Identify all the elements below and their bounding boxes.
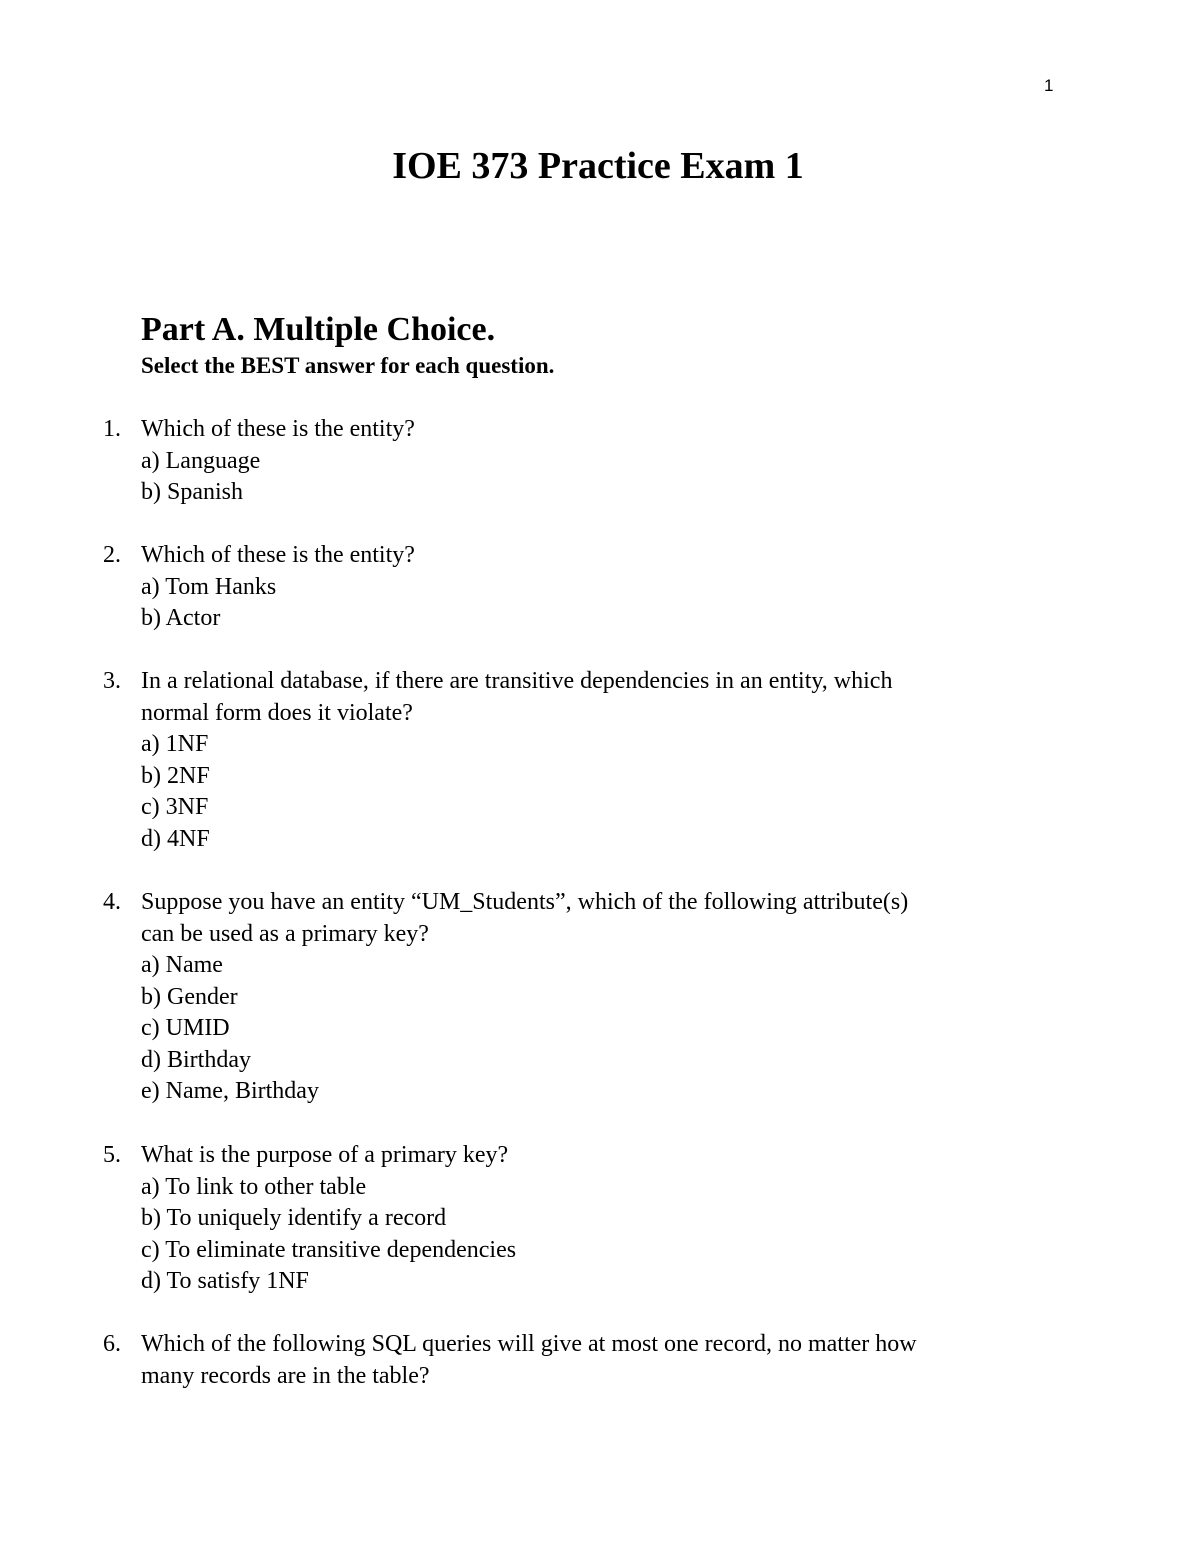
answer-option: a) Language	[141, 447, 261, 474]
question-number: 1.	[103, 416, 121, 442]
answer-option: d) Birthday	[141, 1046, 251, 1073]
question-number: 6.	[103, 1331, 121, 1357]
answer-option: b) 2NF	[141, 762, 210, 789]
page-title: IOE 373 Practice Exam 1	[392, 145, 804, 187]
question-2	[0, 540, 1100, 635]
question-text: In a relational database, if there are transitive dependencies in an entity, which	[141, 668, 893, 694]
answer-option: a) To link to other table	[141, 1173, 367, 1200]
part-heading: Part A. Multiple Choice.	[141, 311, 496, 348]
answer-option: b) Actor	[141, 605, 221, 631]
question-number: 3.	[103, 668, 121, 694]
answer-option: c) 3NF	[141, 794, 209, 820]
question-text: Which of the following SQL queries will give at most one record, no matter how	[141, 1331, 917, 1357]
question-4	[0, 887, 1100, 1108]
question-6	[0, 1329, 1100, 1392]
answer-option: d) 4NF	[141, 825, 210, 852]
question-1	[0, 414, 1100, 509]
question-text: can be used as a primary key?	[141, 920, 429, 947]
answer-option: a) 1NF	[141, 731, 209, 757]
question-text: What is the purpose of a primary key?	[141, 1142, 509, 1168]
question-text: Suppose you have an entity “UM_Students”, which of the following attribute(s)	[141, 889, 909, 915]
answer-option: a) Tom Hanks	[141, 573, 277, 600]
question-3	[0, 666, 1100, 855]
answer-option: a) Name	[141, 952, 223, 978]
part-instruction: Select the BEST answer for each question.	[141, 353, 555, 378]
question-text: Which of these is the entity?	[141, 542, 415, 568]
question-5	[0, 1140, 1100, 1298]
question-text: Which of these is the entity?	[141, 416, 415, 442]
question-number: 4.	[103, 889, 121, 915]
answer-option: b) Gender	[141, 983, 238, 1010]
page-number: 1	[1044, 76, 1054, 95]
answer-option: c) UMID	[141, 1015, 230, 1041]
answer-option: b) To uniquely identify a record	[141, 1205, 447, 1231]
question-number: 5.	[103, 1142, 121, 1168]
question-number: 2.	[103, 542, 121, 568]
answer-option: c) To eliminate transitive dependencies	[141, 1236, 517, 1263]
question-text: normal form does it violate?	[141, 699, 413, 726]
answer-option: e) Name, Birthday	[141, 1078, 319, 1104]
answer-option: b) Spanish	[141, 479, 243, 505]
answer-option: d) To satisfy 1NF	[141, 1268, 309, 1294]
question-text: many records are in the table?	[141, 1362, 430, 1389]
